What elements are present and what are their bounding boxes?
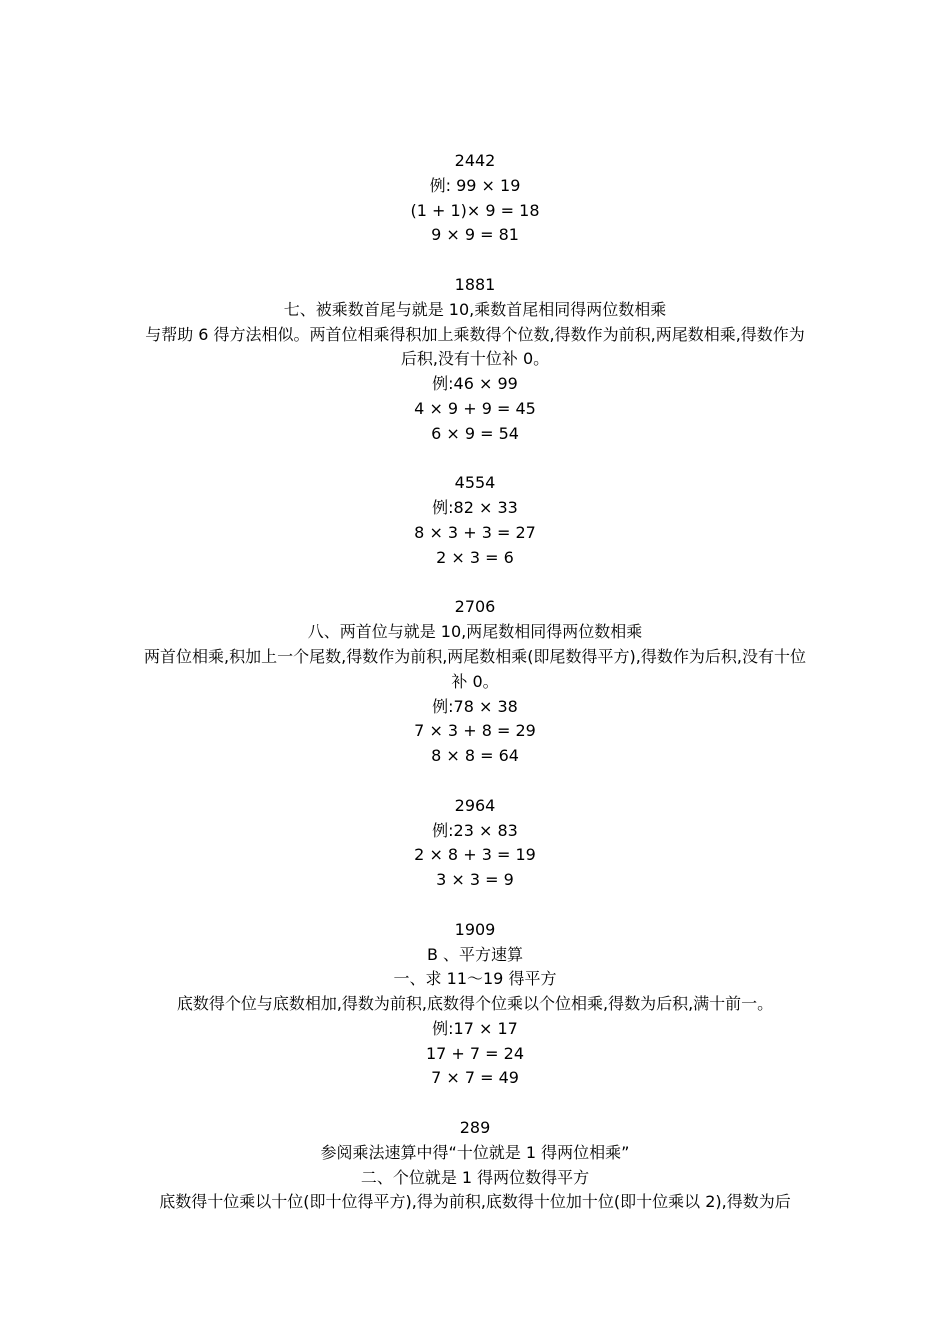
paragraph: 底数得十位乘以十位(即十位得平方),得为前积,底数得十位加十位(即十位乘以 2),得数为后 [159,1192,791,1212]
calc-line: 6 × 9 = 54 [431,423,519,443]
section-heading: 七、被乘数首尾与就是 10,乘数首尾相同得两位数相乘 [283,299,667,319]
example-line: 例:23 × 83 [432,820,518,840]
section-heading: 二、个位就是 1 得两位数得平方 [360,1167,590,1187]
blank-line [140,893,810,918]
blank-line [140,248,810,273]
calc-line: 9 × 9 = 81 [431,225,519,245]
calc-line: 7 × 7 = 49 [431,1068,519,1088]
section-heading: B 、平方速算 [426,944,524,964]
example-line: 例:46 × 99 [432,374,518,394]
paragraph: 两首位相乘,积加上一个尾数,得数作为前积,两尾数相乘(即尾数得平方),得数作为后积,没有十位补 0。 [144,646,806,691]
blank-line [140,571,810,596]
section-heading: 一、求 11～19 得平方 [393,969,557,989]
reference-line: 参阅乘法速算中得“十位就是 1 得两位相乘” [320,1142,630,1162]
calc-line: 17 + 7 = 24 [425,1043,525,1063]
result-number: 2706 [454,597,496,617]
document-body [140,149,810,1215]
calc-line: 8 × 8 = 64 [431,746,519,766]
blank-line [140,447,810,472]
result-number: 1909 [454,919,496,939]
calc-line: (1 + 1)× 9 = 18 [410,200,540,220]
paragraph: 与帮助 6 得方法相似。两首位相乘得积加上乘数得个位数,得数作为前积,两尾数相乘,得数作为后积,没有十位补 0。 [145,324,805,369]
calc-line: 8 × 3 + 3 = 27 [414,522,536,542]
result-number: 289 [459,1118,491,1138]
blank-line [140,1091,810,1116]
result-number: 1881 [454,274,496,294]
example-line: 例:82 × 33 [432,498,518,518]
calc-line: 7 × 3 + 8 = 29 [414,721,536,741]
section-heading: 八、两首位与就是 10,两尾数相同得两位数相乘 [307,622,643,642]
example-line: 例:17 × 17 [432,1018,518,1038]
paragraph: 底数得个位与底数相加,得数为前积,底数得个位乘以个位相乘,得数为后积,满十前一。 [176,994,774,1014]
result-number: 2442 [454,151,496,170]
result-number: 2964 [454,795,496,815]
result-number: 4554 [454,473,496,493]
calc-line: 3 × 3 = 9 [436,870,514,890]
calc-line: 2 × 8 + 3 = 19 [414,845,536,865]
example-line: 例: 99 × 19 [429,175,521,195]
blank-line [140,769,810,794]
calc-line: 2 × 3 = 6 [436,547,514,567]
example-line: 例:78 × 38 [432,696,518,716]
calc-line: 4 × 9 + 9 = 45 [414,398,536,418]
